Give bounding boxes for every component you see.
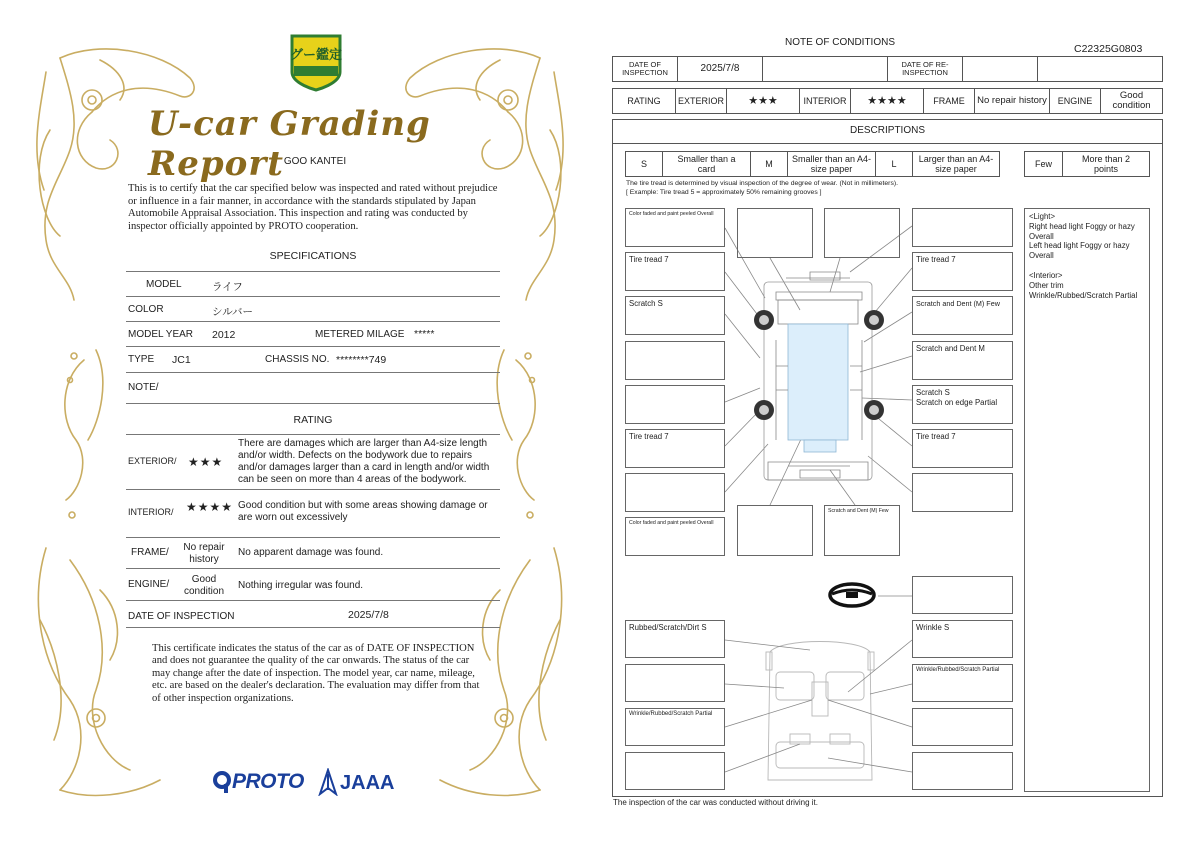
box-right-front-tire: Tire tread 7 bbox=[912, 252, 1013, 291]
interior-description: Good condition but with some areas showing damage or are worn out excessively bbox=[238, 500, 488, 523]
note-of-conditions-sheet bbox=[600, 0, 1200, 848]
notes-interior-item: Other trim bbox=[1029, 280, 1064, 290]
divider bbox=[126, 372, 500, 373]
divider bbox=[126, 600, 500, 601]
model-year-label: MODEL YEAR bbox=[128, 329, 194, 340]
frame-value: No repair history bbox=[974, 88, 1050, 114]
box-rear-left-corner: Color faded and paint peeled Overall bbox=[625, 517, 725, 556]
color-value: シルバー bbox=[212, 306, 254, 318]
exterior-stars: ★★★ bbox=[188, 455, 224, 469]
type-value: JC1 bbox=[172, 354, 191, 366]
interior-stars: ★★★★ bbox=[186, 500, 234, 514]
box-rear-left bbox=[737, 505, 813, 556]
box-interior-right-2: Wrinkle/Rubbed/Scratch Partial bbox=[912, 664, 1013, 702]
box-right-rear-door bbox=[912, 385, 1013, 424]
box-right-front-door: Scratch and Dent M bbox=[912, 341, 1013, 380]
box-interior-right-1: Wrinkle S bbox=[912, 620, 1013, 658]
divider bbox=[126, 321, 500, 322]
type-label: TYPE bbox=[128, 354, 155, 365]
box-left-front-tire: Tire tread 7 bbox=[625, 252, 725, 291]
certification-statement: This is to certify that the car specified below was inspected and rated without prejudice or influence in a fair manner, in accordance with the standards stipulated by Japan Automobile Appraisal Association. This inspection and rating was conducted by inspector officially appointed by PROTO cooperation. bbox=[128, 183, 498, 232]
exterior-description: There are damages which are larger than A4-size length and/or width. Defects on the bodywork due to repairs and/or damages larger than a card in length and/or width can be seen on more than 4 areas of the bodywork. bbox=[238, 438, 490, 485]
box-left-rear-tire: Tire tread 7 bbox=[625, 429, 725, 468]
notes-interior-item: Wrinkle/Rubbed/Scratch Partial bbox=[1029, 290, 1138, 300]
interior-seat-diagram bbox=[766, 642, 874, 781]
tire-tread-example: [ Example: Tire tread 5 = approximately 50% remaining grooves ] bbox=[626, 189, 822, 196]
box-front-left-corner: Color faded and paint peeled Overall bbox=[625, 208, 725, 247]
notes-panel bbox=[1024, 208, 1150, 792]
jaaa-logo-icon bbox=[318, 768, 338, 796]
box-interior-left-4 bbox=[625, 752, 725, 790]
divider bbox=[126, 271, 500, 272]
chassis-value: ********749 bbox=[336, 354, 387, 366]
legend-few-desc: More than 2 points bbox=[1062, 151, 1150, 177]
box-left-front-fender: Scratch S bbox=[625, 296, 725, 335]
steering-wheel-icon bbox=[830, 584, 874, 606]
mileage-value: ***** bbox=[414, 328, 435, 340]
chassis-label: CHASSIS NO. bbox=[265, 354, 330, 365]
engine-value: Good condition bbox=[183, 574, 225, 597]
interior-label: INTERIOR bbox=[799, 88, 851, 114]
box-rear-right: Scratch and Dent (M) Few bbox=[824, 505, 900, 556]
badge-text: グー鑑定 bbox=[289, 47, 342, 62]
engine-label: ENGINE/ bbox=[128, 579, 170, 590]
rating-heading: RATING bbox=[293, 414, 333, 426]
notes-light-item: Left head light Foggy or hazy Overall bbox=[1029, 241, 1130, 261]
box-interior-left-2 bbox=[625, 664, 725, 702]
divider bbox=[126, 568, 500, 569]
divider bbox=[126, 296, 500, 297]
model-value: ライフ bbox=[212, 281, 243, 293]
inspection-date-value: 2025/7/8 bbox=[348, 609, 389, 621]
frame-value: No repair history bbox=[183, 542, 225, 565]
box-front-right-corner bbox=[912, 208, 1013, 247]
legend-l-desc: Larger than an A4-size paper bbox=[912, 151, 1000, 177]
color-label: COLOR bbox=[128, 304, 164, 315]
reinspection-label: DATE OF RE-INSPECTION bbox=[887, 56, 963, 82]
mileage-label: METERED MILAGE bbox=[315, 329, 405, 340]
interior-label: INTERIOR/ bbox=[128, 507, 174, 517]
divider bbox=[126, 403, 500, 404]
legend-s-desc: Smaller than a card bbox=[662, 151, 751, 177]
divider bbox=[126, 489, 500, 490]
exterior-label: EXTERIOR/ bbox=[128, 456, 177, 466]
sheet-footer: The inspection of the car was conducted without driving it. bbox=[613, 798, 818, 807]
legend-few: Few bbox=[1024, 151, 1063, 177]
box-left-front-door bbox=[625, 341, 725, 380]
inspection-date-value: 2025/7/8 bbox=[677, 56, 763, 82]
box-right-rear-door-line-1: Scratch S bbox=[916, 388, 950, 397]
box-right-rear-tire: Tire tread 7 bbox=[912, 429, 1013, 468]
report-title: U-car Grading Report bbox=[148, 104, 431, 184]
engine-label: ENGINE bbox=[1049, 88, 1101, 114]
interior-stars: ★★★★ bbox=[850, 88, 924, 114]
report-subtitle: GOO KANTEI bbox=[283, 156, 347, 167]
engine-value: Good condition bbox=[1100, 88, 1163, 114]
legend-m: M bbox=[750, 151, 788, 177]
notes-interior-heading: <Interior> bbox=[1029, 270, 1063, 280]
box-interior-left-3: Wrinkle/Rubbed/Scratch Partial bbox=[625, 708, 725, 746]
logos bbox=[212, 768, 402, 798]
divider bbox=[126, 346, 500, 347]
divider bbox=[126, 627, 500, 628]
divider bbox=[126, 537, 500, 538]
box-interior-left-1: Rubbed/Scratch/Dirt S bbox=[625, 620, 725, 658]
jaaa-logo-text: JAAA bbox=[340, 772, 395, 794]
box-steering-wheel bbox=[912, 576, 1013, 614]
notes-light-item: Right head light Foggy or hazy Overall bbox=[1029, 221, 1135, 241]
sheet-title: NOTE OF CONDITIONS bbox=[785, 37, 895, 48]
model-year-value: 2012 bbox=[212, 329, 236, 341]
box-left-rear-fender bbox=[625, 473, 725, 512]
spacer bbox=[1029, 261, 1145, 271]
descriptions-heading: DESCRIPTIONS bbox=[849, 125, 925, 136]
legend-m-desc: Smaller than an A4-size paper bbox=[787, 151, 876, 177]
box-right-rear-fender bbox=[912, 473, 1013, 512]
notes-light-heading: <Light> bbox=[1029, 212, 1056, 221]
box-front-right bbox=[824, 208, 900, 258]
box-front-left bbox=[737, 208, 813, 258]
certificate-disclaimer: This certificate indicates the status of the car as of DATE OF INSPECTION and does not guarantee the quality of the car onwards. The status of the car may change after the date of inspection. The model year, car name, mileage, etc. are based on the dealer's declaration. The evaluation may differ from that of other inspection organizations. bbox=[152, 643, 480, 704]
frame-description: No apparent damage was found. bbox=[238, 547, 384, 558]
divider bbox=[126, 434, 500, 435]
box-right-rear-door-line-2: Scratch on edge Partial bbox=[916, 398, 998, 407]
inspection-date-label: DATE OF INSPECTION bbox=[128, 611, 235, 622]
tire-tread-note: The tire tread is determined by visual inspection of the degree of wear. (Not in millimeters). bbox=[626, 180, 898, 187]
sheet-code: C22325G0803 bbox=[1074, 43, 1143, 55]
proto-logo-icon bbox=[212, 770, 232, 794]
proto-logo-text: PROTO bbox=[232, 770, 304, 793]
box-left-rear-door bbox=[625, 385, 725, 424]
model-label: MODEL bbox=[146, 279, 182, 290]
box-interior-right-3 bbox=[912, 708, 1013, 746]
legend-l: L bbox=[875, 151, 913, 177]
frame-label: FRAME bbox=[923, 88, 975, 114]
box-interior-right-4 bbox=[912, 752, 1013, 790]
box-right-front-fender: Scratch and Dent (M) Few bbox=[912, 296, 1013, 335]
inspection-date-label: DATE OF INSPECTION bbox=[612, 56, 678, 82]
frame-label: FRAME/ bbox=[131, 547, 169, 558]
specifications-heading: SPECIFICATIONS bbox=[269, 250, 357, 262]
note-label: NOTE/ bbox=[128, 382, 159, 393]
rating-label: RATING bbox=[612, 88, 676, 114]
exterior-stars: ★★★ bbox=[726, 88, 800, 114]
legend-s: S bbox=[625, 151, 663, 177]
exterior-label: EXTERIOR bbox=[675, 88, 727, 114]
engine-description: Nothing irregular was found. bbox=[238, 580, 364, 591]
